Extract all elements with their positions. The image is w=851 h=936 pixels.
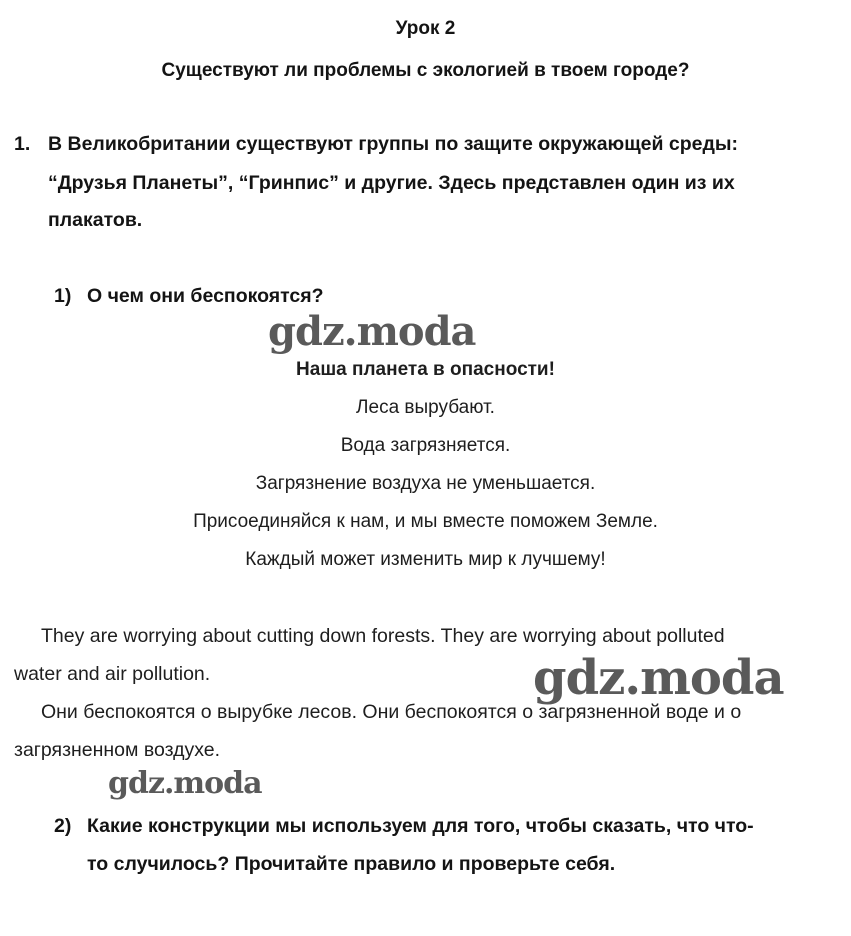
question-2-number: 2) xyxy=(54,815,72,837)
question-1-text: О чем они беспокоятся? xyxy=(87,285,324,307)
watermark-logo: gdz.moda xyxy=(268,308,476,355)
poster-heading: Наша планета в опасности! xyxy=(296,359,555,380)
poster-line: Загрязнение воздуха не уменьшается. xyxy=(255,473,596,494)
watermark-logo: gdz.moda xyxy=(533,650,784,706)
question-2-line: то случилось? Прочитайте правило и проверьте себя. xyxy=(87,853,616,875)
watermark-logo: gdz.moda xyxy=(108,766,262,801)
task-1-line: плакатов. xyxy=(48,209,143,231)
answer-english-line: water and air pollution. xyxy=(14,663,211,685)
task-1-number: 1. xyxy=(14,133,31,155)
question-1-number: 1) xyxy=(54,285,72,307)
poster-line: Каждый может изменить мир к лучшему! xyxy=(245,549,606,570)
question-2-line: Какие конструкции мы используем для того, чтобы сказать, что что- xyxy=(87,815,754,837)
poster-line: Леса вырубают. xyxy=(356,397,495,418)
task-1-line: “Друзья Планеты”, “Гринпис” и другие. Здесь представлен один из их xyxy=(48,172,735,194)
answer-russian-line: загрязненном воздухе. xyxy=(14,739,221,761)
poster-line: Присоединяйся к нам, и мы вместе поможем Земле. xyxy=(193,511,658,532)
answer-russian-line: Они беспокоятся о вырубке лесов. Они беспокоятся о загрязненной воде и о xyxy=(41,701,742,723)
lesson-label: Урок 2 xyxy=(395,18,456,39)
answer-english-line: They are worrying about cutting down forests. They are worrying about polluted xyxy=(41,625,725,647)
page-title: Существуют ли проблемы с экологией в твоем городе? xyxy=(161,60,690,81)
poster-line: Вода загрязняется. xyxy=(340,435,511,456)
task-1-line: В Великобритании существуют группы по защите окружающей среды: xyxy=(48,133,739,155)
